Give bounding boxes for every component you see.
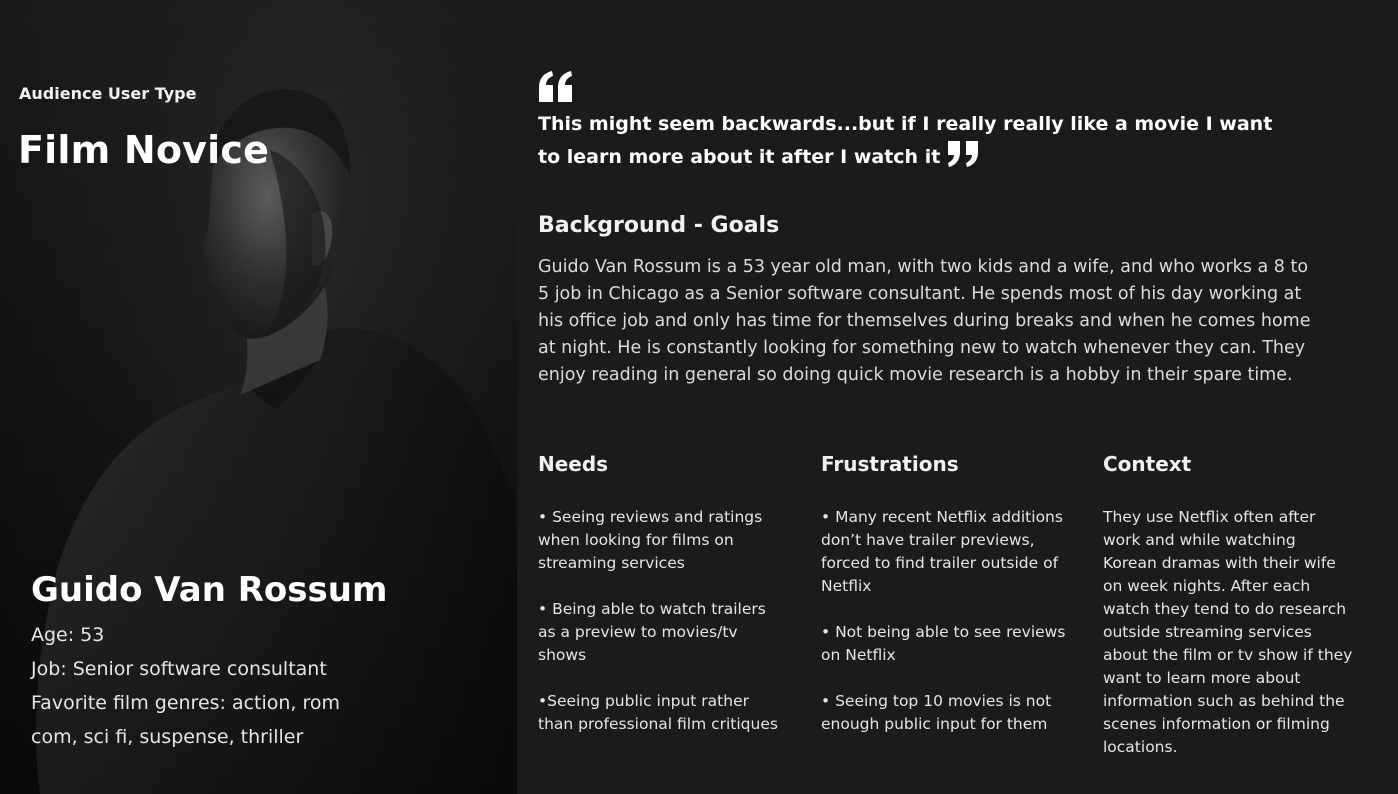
needs-title: Needs [538,452,609,476]
context-title: Context [1103,452,1192,476]
age-label: Age: [31,624,75,646]
needs-item: •Seeing public input rather than professional film critiques [538,692,778,733]
genres-line [31,686,381,754]
frustrations-title: Frustrations [821,452,959,476]
needs-column [538,452,788,759]
needs-item: • Being able to watch trailers as a preview to movies/tv shows [538,600,766,664]
close-quote-icon [946,140,982,168]
persona-details [31,618,381,754]
quote-text: This might seem backwards...but if I really really like a movie I want to learn more about it after I watch it [538,113,1273,168]
audience-user-type-label: Audience User Type [19,84,197,103]
context-text: They use Netflix often after work and while watching Korean dramas with their wife on week nights. After each watch they tend to do research outside streaming services about the film or tv show if they want to learn more about information such as behind the scenes information or filming locations. [1103,508,1353,756]
genres-value: action, rom com, sci fi, suspense, thriller [31,692,341,748]
background-goals-text: Guido Van Rossum is a 53 year old man, with two kids and a wife, and who works a 8 to 5 job in Chicago as a Senior software consultant. He spends most of his day working at his office job and only has time for themselves during breaks and when he comes home at night. He is constantly looking for something new to watch whenever they can. They enjoy reading in general so doing quick movie research is a hobby in their spare time. [538,257,1311,385]
job-label: Job: [31,658,67,680]
frustrations-item: • Many recent Netflix additions don’t have trailer previews, forced to find trailer outside of Netflix [821,508,1063,595]
age-line [31,618,381,652]
genres-label: Favorite film genres: [31,692,226,714]
job-value: Senior software consultant [72,658,327,680]
persona-type-title: Film Novice [18,128,270,172]
persona-name: Guido Van Rossum [31,570,388,610]
needs-item: • Seeing reviews and ratings when looking for films on streaming services [538,508,763,572]
open-quote-icon [537,70,575,104]
frustrations-item: • Seeing top 10 movies is not enough public input for them [821,692,1052,733]
frustrations-item: • Not being able to see reviews on Netflix [821,623,1066,664]
frustrations-column [821,452,1071,759]
job-line [31,652,381,686]
context-column [1103,452,1353,782]
age-value: 53 [80,624,105,646]
background-goals-title: Background - Goals [538,213,780,238]
left-photo-panel [0,0,517,794]
right-content-panel [517,0,1398,794]
quote-block [538,108,1298,174]
